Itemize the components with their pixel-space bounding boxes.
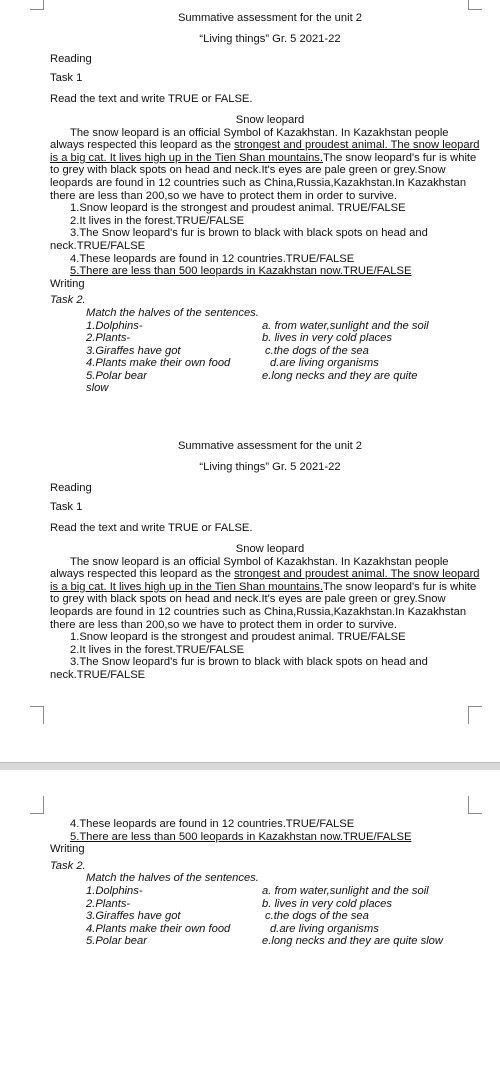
- question-5: 5.There are less than 500 leopards in Kazakhstan now.TRUE/FALSE: [70, 265, 412, 278]
- header-title: Summative assessment for the unit 2: [177, 440, 363, 452]
- match-instruction: Match the halves of the sentences.: [86, 306, 259, 319]
- question-4: 4.These leopards are found in 12 countries.TRUE/FALSE: [70, 818, 355, 830]
- question-3-cont: neck.TRUE/FALSE: [50, 668, 146, 681]
- match-left: slow: [86, 382, 109, 395]
- match-left: 3.Giraffes have got: [86, 344, 181, 357]
- match-list: [50, 885, 490, 948]
- task2-heading: Task 2.: [50, 294, 86, 307]
- task1-heading: Task 1: [50, 72, 83, 84]
- match-row: [50, 332, 490, 345]
- text-line: is a big cat. It lives high up in the Tien Shan mountains.The snow leopard's fur is white: [50, 151, 477, 164]
- header-title: Summative assessment for the unit 2: [177, 12, 363, 24]
- task1-instruction: Read the text and write TRUE or FALSE.: [50, 522, 253, 534]
- question-3-cont: neck.TRUE/FALSE: [50, 239, 146, 252]
- match-right: b. lives in very cold places: [262, 897, 392, 910]
- reading-section: [50, 53, 490, 395]
- task2-heading: Task 2.: [50, 859, 86, 872]
- match-row: [50, 382, 490, 395]
- question-2: 2.It lives in the forest.TRUE/FALSE: [70, 643, 245, 656]
- text-title: Snow leopard: [235, 543, 305, 555]
- match-right: c.the dogs of the sea: [265, 910, 369, 923]
- match-right: b. lives in very cold places: [262, 332, 392, 345]
- match-right: a. from water,sunlight and the soil: [262, 319, 429, 332]
- assessment-header: [50, 12, 490, 53]
- match-left: 5.Polar bear: [86, 935, 147, 948]
- text-line: always respected this leopard as the strongest and proudest animal. The snow leopard: [50, 568, 480, 581]
- question-2: 2.It lives in the forest.TRUE/FALSE: [70, 214, 245, 227]
- question-3: 3.The Snow leopard's fur is brown to black with black spots on head and: [70, 656, 428, 669]
- match-list: [50, 320, 490, 396]
- question-3: 3.The Snow leopard's fur is brown to black with black spots on head and: [70, 227, 428, 240]
- text-line: always respected this leopard as the strongest and proudest animal. The snow leopard: [50, 139, 480, 152]
- question-1: 1.Snow leopard is the strongest and proudest animal. TRUE/FALSE: [70, 631, 406, 644]
- page-corner-mark: [468, 796, 482, 814]
- text-line: leopards are found in 12 countries such as China,Russia,Kazakhstan.In Kazakhstan: [50, 605, 467, 618]
- text-title: Snow leopard: [235, 114, 305, 126]
- match-row: [50, 923, 490, 936]
- match-right: d.are living organisms: [270, 357, 379, 370]
- assessment-header: [50, 440, 490, 481]
- page-corner-mark: [468, 0, 482, 10]
- match-row: [50, 935, 490, 948]
- text-line: is a big cat. It lives high up in the Tien Shan mountains.The snow leopard's fur is white: [50, 580, 477, 593]
- task1-heading: Task 1: [50, 501, 83, 513]
- match-row: [50, 370, 490, 383]
- page-corner-mark: [468, 706, 482, 724]
- question-5: 5.There are less than 500 leopards in Kazakhstan now.TRUE/FALSE: [70, 830, 412, 843]
- text-line: to grey with black spots on head and neck.It's eyes are pale green or grey.Snow: [50, 593, 446, 606]
- match-right: [262, 382, 490, 395]
- task1-instruction: Read the text and write TRUE or FALSE.: [50, 93, 253, 105]
- reading-heading: Reading: [50, 482, 92, 494]
- text-line: there are less than 200,so we have to protect them in order to survive.: [50, 618, 397, 631]
- continued-section: [50, 818, 490, 948]
- match-left: 1.Dolphins-: [86, 319, 143, 332]
- match-row: [50, 357, 490, 370]
- match-row: [50, 320, 490, 333]
- match-right: a. from water,sunlight and the soil: [262, 884, 429, 897]
- match-left: 1.Dolphins-: [86, 884, 143, 897]
- question-4: 4.These leopards are found in 12 countries.TRUE/FALSE: [70, 252, 355, 265]
- match-instruction: Match the halves of the sentences.: [86, 872, 259, 885]
- match-left: 2.Plants-: [86, 897, 131, 910]
- writing-heading: Writing: [50, 277, 85, 290]
- text-line: to grey with black spots on head and neck.It's eyes are pale green or grey.Snow: [50, 164, 446, 177]
- page-corner-mark: [30, 0, 44, 10]
- match-right: e.long necks and they are quite slow: [262, 935, 443, 948]
- header-subtitle: “Living things” Gr. 5 2021-22: [199, 33, 341, 45]
- match-row: [50, 885, 490, 898]
- match-right: e.long necks and they are quite: [262, 369, 418, 382]
- match-left: 4.Plants make their own food: [86, 922, 231, 935]
- match-left: 4.Plants make their own food: [86, 357, 231, 370]
- match-right: d.are living organisms: [270, 922, 379, 935]
- reading-heading: Reading: [50, 53, 92, 65]
- header-subtitle: “Living things” Gr. 5 2021-22: [199, 461, 341, 473]
- match-left: 5.Polar bear: [86, 369, 147, 382]
- match-row: [50, 910, 490, 923]
- page-corner-mark: [30, 796, 44, 814]
- reading-section: [50, 482, 490, 682]
- text-line: there are less than 200,so we have to protect them in order to survive.: [50, 189, 397, 202]
- document-page-2: [0, 770, 500, 1084]
- match-right: c.the dogs of the sea: [265, 344, 369, 357]
- question-1: 1.Snow leopard is the strongest and proudest animal. TRUE/FALSE: [70, 202, 406, 215]
- reading-text: [50, 127, 490, 203]
- reading-text: [50, 556, 490, 632]
- match-row: [50, 898, 490, 911]
- match-left: 3.Giraffes have got: [86, 910, 181, 923]
- text-line: The snow leopard is an official Symbol of Kazakhstan. In Kazakhstan people: [70, 126, 449, 139]
- match-row: [50, 345, 490, 358]
- text-line: leopards are found in 12 countries such as China,Russia,Kazakhstan.In Kazakhstan: [50, 176, 467, 189]
- text-line: The snow leopard is an official Symbol of Kazakhstan. In Kazakhstan people: [70, 555, 449, 568]
- match-left: 2.Plants-: [86, 332, 131, 345]
- page-corner-mark: [30, 706, 44, 724]
- writing-heading: Writing: [50, 843, 85, 856]
- page-break: [0, 762, 500, 770]
